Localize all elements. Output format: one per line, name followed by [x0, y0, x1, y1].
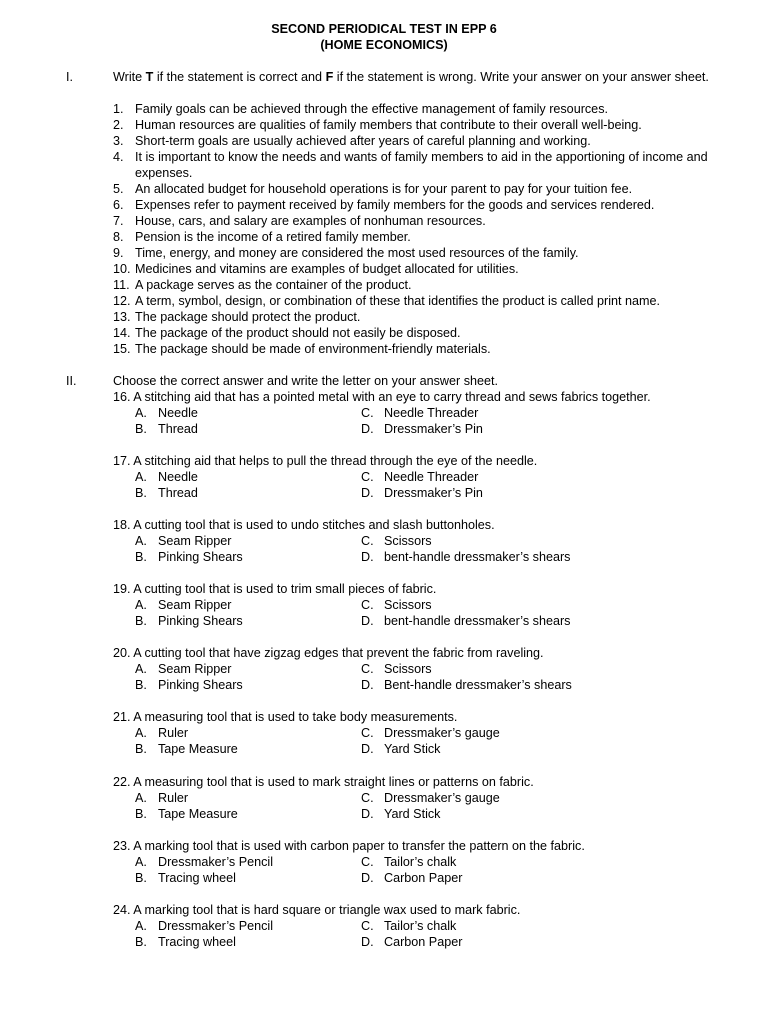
option-a: A. Ruler	[135, 791, 189, 805]
option-c: C. Scissors	[361, 534, 432, 548]
list-item: A term, symbol, design, or combination of these that identifies the product is called print name.	[135, 294, 661, 308]
part2-instruction: Choose the correct answer and write the letter on your answer sheet.	[113, 374, 499, 388]
list-item: A package serves as the container of the product.	[135, 278, 412, 292]
option-c: C. Scissors	[361, 662, 432, 676]
list-item: House, cars, and salary are examples of nonhuman resources.	[135, 214, 486, 228]
item-number: 7.	[113, 214, 124, 228]
question-16: 16. A stitching aid that has a pointed metal with an eye to carry thread and sews fabrics together.	[113, 390, 651, 404]
item-number: 15.	[113, 342, 131, 356]
option-d: D. Bent-handle dressmaker’s shears	[361, 678, 572, 692]
option-d: D. Carbon Paper	[361, 871, 463, 885]
option-a: A. Needle	[135, 406, 198, 420]
option-b: B. Pinking Shears	[135, 678, 243, 692]
part2-numeral: II.	[66, 374, 77, 388]
option-b: B. Tape Measure	[135, 807, 238, 821]
option-d: D. Dressmaker’s Pin	[361, 486, 483, 500]
list-item: Human resources are qualities of family members that contribute to their overall well-being.	[135, 118, 642, 132]
item-number: 5.	[113, 182, 124, 196]
question-22: 22. A measuring tool that is used to mark straight lines or patterns on fabric.	[113, 775, 534, 789]
list-item: An allocated budget for household operations is for your parent to pay for your tuition fee.	[135, 182, 633, 196]
list-item: Expenses refer to payment received by family members for the goods and services rendered.	[135, 198, 655, 212]
list-item: The package of the product should not easily be disposed.	[135, 326, 461, 340]
item-number: 10.	[113, 262, 131, 276]
item-number: 12.	[113, 294, 131, 308]
part1-instruction: Write T if the statement is correct and F if the statement is wrong. Write your answer on your answer sheet.	[113, 70, 709, 84]
option-c: C. Dressmaker’s gauge	[361, 726, 500, 740]
option-b: B. Thread	[135, 422, 198, 436]
option-c: C. Needle Threader	[361, 406, 479, 420]
option-a: A. Seam Ripper	[135, 662, 232, 676]
option-c: C. Tailor’s chalk	[361, 855, 457, 869]
question-20: 20. A cutting tool that have zigzag edges that prevent the fabric from raveling.	[113, 646, 544, 660]
option-a: A. Seam Ripper	[135, 598, 232, 612]
option-c: C. Dressmaker’s gauge	[361, 791, 500, 805]
option-c: C. Scissors	[361, 598, 432, 612]
item-number: 14.	[113, 326, 131, 340]
list-item: The package should be made of environment-friendly materials.	[135, 342, 491, 356]
list-item: Family goals can be achieved through the effective management of family resources.	[135, 102, 608, 116]
item-number: 2.	[113, 118, 124, 132]
item-number: 3.	[113, 134, 124, 148]
page-title: SECOND PERIODICAL TEST IN EPP 6	[271, 22, 497, 36]
option-a: A. Dressmaker’s Pencil	[135, 855, 274, 869]
item-number: 8.	[113, 230, 124, 244]
list-item: Pension is the income of a retired family member.	[135, 230, 411, 244]
question-24: 24. A marking tool that is hard square or triangle wax used to mark fabric.	[113, 903, 521, 917]
list-item: The package should protect the product.	[135, 310, 361, 324]
question-21: 21. A measuring tool that is used to take body measurements.	[113, 710, 458, 724]
question-23: 23. A marking tool that is used with carbon paper to transfer the pattern on the fabric.	[113, 839, 585, 853]
option-a: A. Ruler	[135, 726, 189, 740]
option-d: D. Carbon Paper	[361, 935, 463, 949]
option-b: B. Thread	[135, 486, 198, 500]
question-17: 17. A stitching aid that helps to pull the thread through the eye of the needle.	[113, 454, 538, 468]
option-d: D. Yard Stick	[361, 742, 441, 756]
item-number: 11.	[113, 278, 130, 292]
item-number: 6.	[113, 198, 124, 212]
option-d: D. Dressmaker’s Pin	[361, 422, 483, 436]
question-19: 19. A cutting tool that is used to trim small pieces of fabric.	[113, 582, 437, 596]
option-d: D. Yard Stick	[361, 807, 441, 821]
option-c: C. Tailor’s chalk	[361, 919, 457, 933]
item-number: 1.	[113, 102, 124, 116]
list-item: It is important to know the needs and wants of family members to aid in the apportioning of income and expenses.	[135, 150, 708, 181]
list-item: Medicines and vitamins are examples of budget allocated for utilities.	[135, 262, 519, 276]
option-b: B. Tracing wheel	[135, 935, 236, 949]
item-number: 9.	[113, 246, 124, 260]
option-a: A. Seam Ripper	[135, 534, 232, 548]
option-b: B. Tape Measure	[135, 742, 238, 756]
option-b: B. Pinking Shears	[135, 550, 243, 564]
list-item: Time, energy, and money are considered the most used resources of the family.	[135, 246, 579, 260]
question-18: 18. A cutting tool that is used to undo stitches and slash buttonholes.	[113, 518, 495, 532]
option-a: A. Needle	[135, 470, 198, 484]
option-d: D. bent-handle dressmaker’s shears	[361, 614, 571, 628]
item-number: 13.	[113, 310, 131, 324]
option-b: B. Pinking Shears	[135, 614, 243, 628]
option-d: D. bent-handle dressmaker’s shears	[361, 550, 571, 564]
list-item: Short-term goals are usually achieved after years of careful planning and working.	[135, 134, 591, 148]
option-c: C. Needle Threader	[361, 470, 479, 484]
option-b: B. Tracing wheel	[135, 871, 236, 885]
item-number: 4.	[113, 150, 124, 164]
part1-numeral: I.	[66, 70, 73, 84]
option-a: A. Dressmaker’s Pencil	[135, 919, 274, 933]
page-subtitle: (HOME ECONOMICS)	[320, 38, 448, 52]
